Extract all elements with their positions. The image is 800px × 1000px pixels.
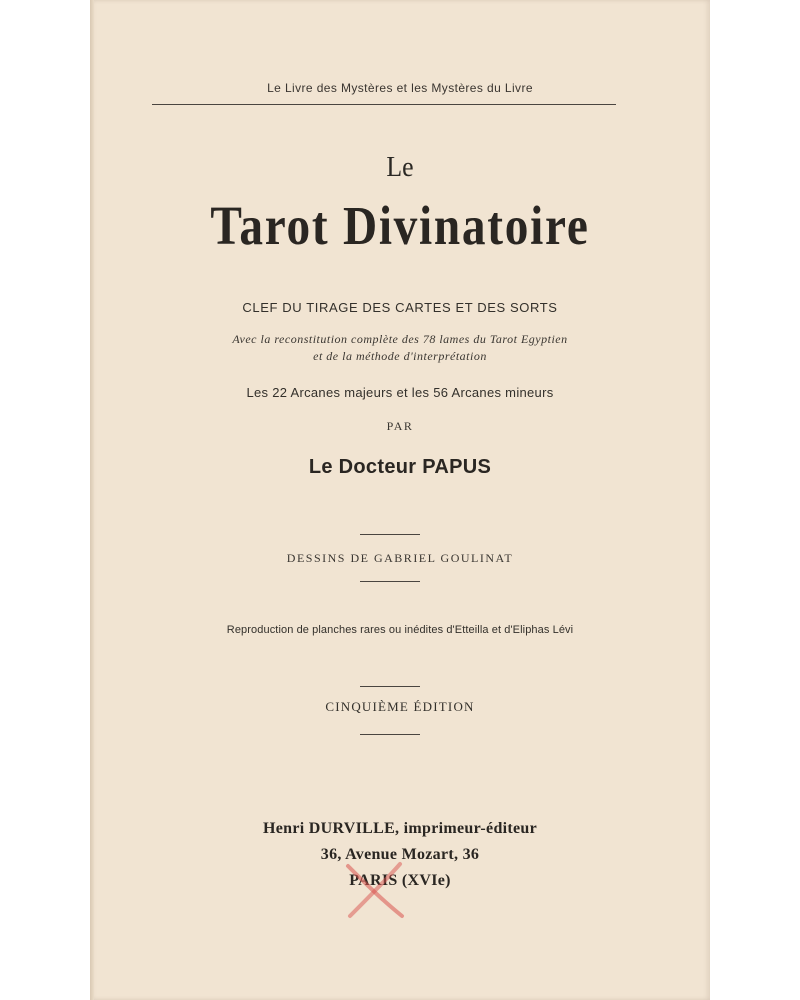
title-article: Le — [386, 152, 414, 183]
reproduction-note: Reproduction de planches rares ou inédites d'Etteilla et d'Eliphas Lévi — [226, 624, 574, 636]
red-cross-mark-icon — [342, 858, 408, 922]
divider-3 — [360, 686, 420, 687]
divider-4 — [360, 734, 420, 735]
author-name: Le Docteur PAPUS — [308, 456, 492, 478]
page-edge — [90, 0, 94, 1000]
title-page — [90, 0, 710, 1000]
divider-2 — [360, 581, 420, 582]
publisher-line-2: 36, Avenue Mozart, 36 — [320, 846, 480, 863]
publisher-line-1: Henri DURVILLE, imprimeur-éditeur — [262, 820, 538, 837]
divider-1 — [360, 534, 420, 535]
description-line-1: Avec la reconstitution complète des 78 lames du Tarot Egyptien — [232, 332, 568, 346]
subtitle: CLEF DU TIRAGE DES CARTES ET DES SORTS — [242, 300, 558, 315]
series-title: Le Livre des Mystères et les Mystères du Livre — [267, 81, 533, 95]
arcanes-line: Les 22 Arcanes majeurs et les 56 Arcanes mineurs — [246, 385, 554, 400]
edition-label: CINQUIÈME ÉDITION — [325, 699, 475, 714]
description-line-2: et de la méthode d'interprétation — [313, 349, 487, 363]
by-label: PAR — [386, 419, 414, 433]
publisher-line-3: PARIS (XVIe) — [349, 872, 451, 889]
drawings-credit: DESSINS DE GABRIEL GOULINAT — [286, 551, 514, 565]
main-title: Tarot Divinatoire — [210, 195, 590, 256]
top-divider — [152, 104, 616, 105]
